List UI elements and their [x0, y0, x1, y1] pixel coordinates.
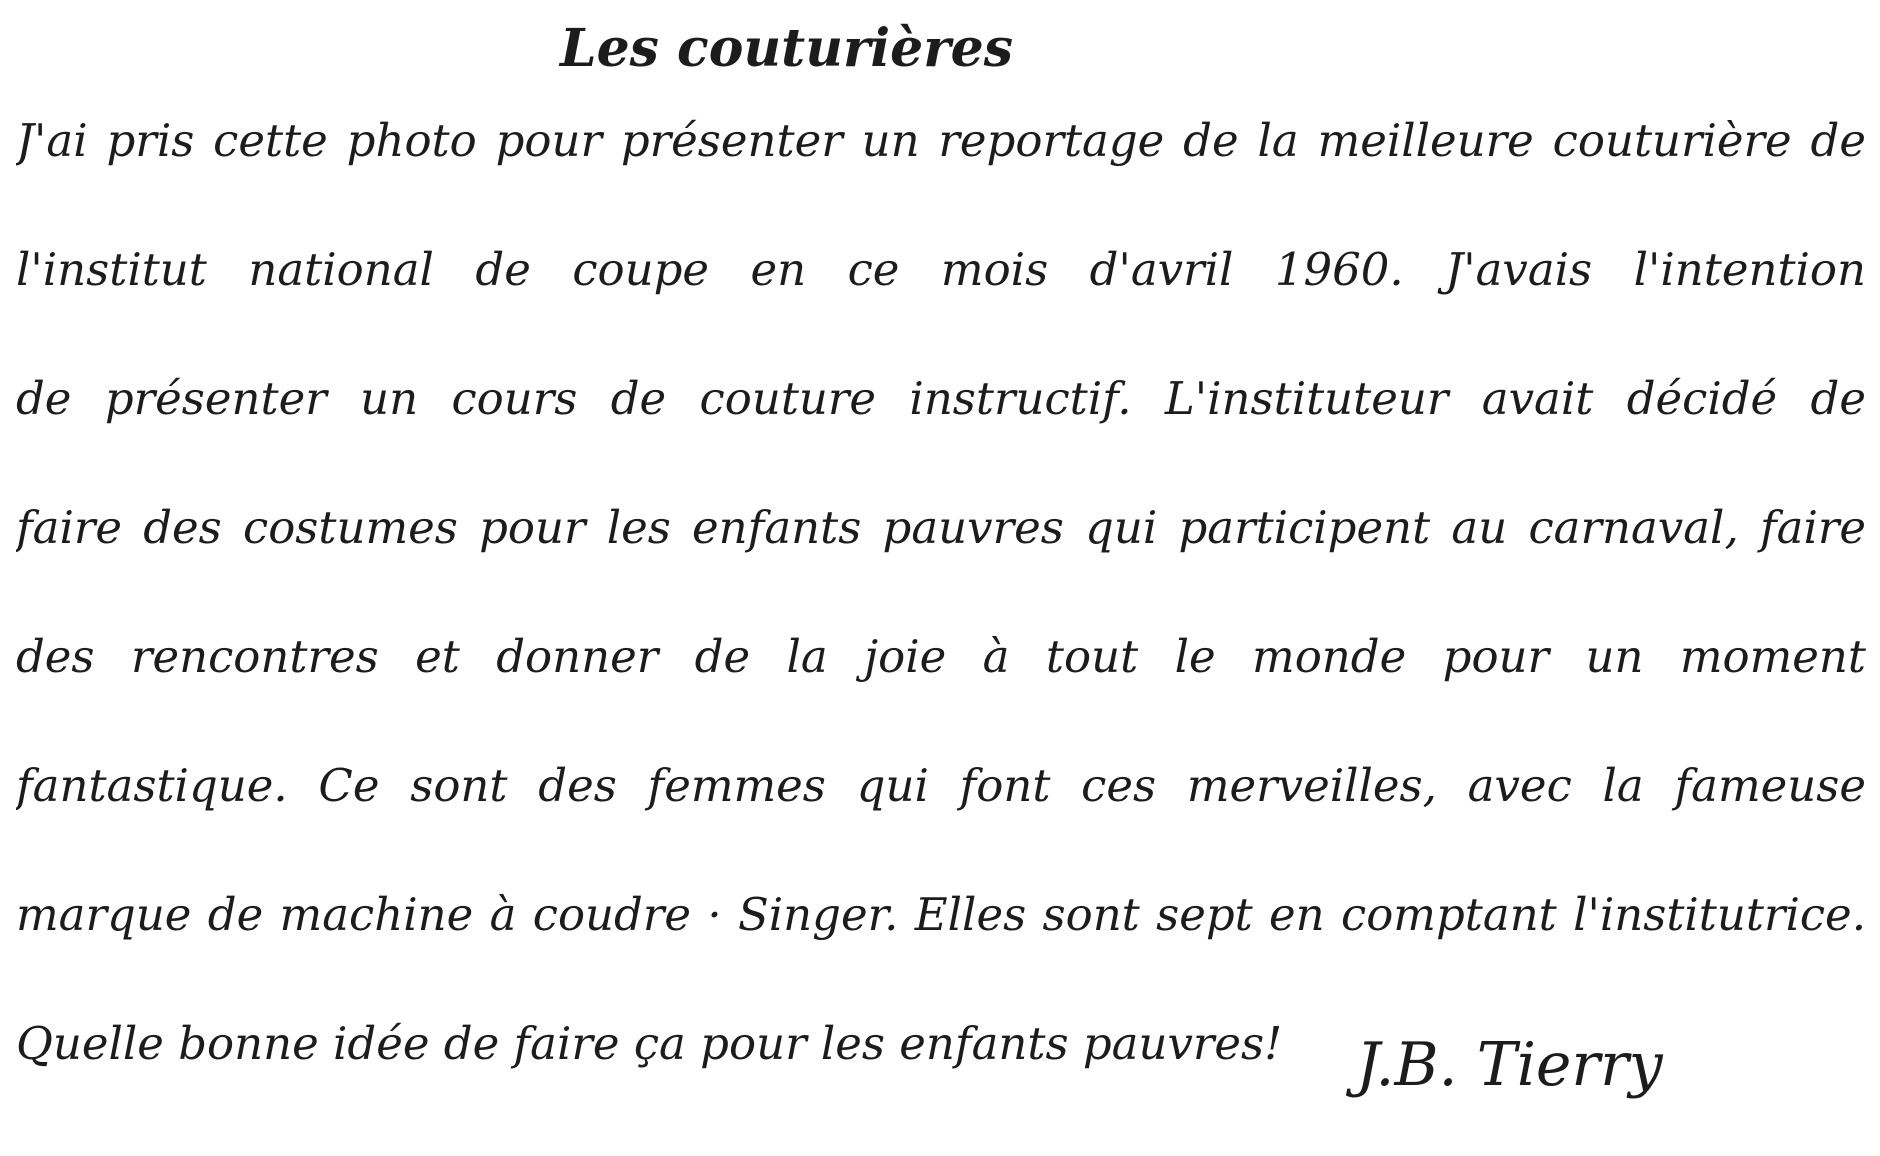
text-line: des rencontres et donner de la joie à tout le monde pour un moment [16, 630, 1866, 683]
page-title: Les couturières [560, 18, 1013, 79]
text-line: l'institut national de coupe en ce mois d'avril 1960. J'avais l'intention [16, 243, 1866, 296]
text-line: fantastique. Ce sont des femmes qui font ces merveilles, avec la fameuse [16, 759, 1866, 812]
text-line: Quelle bonne idée de faire ça pour les enfants pauvres! [16, 1017, 1283, 1070]
text-line: marque de machine à coudre · Singer. Elles sont sept en comptant l'institutrice. [16, 888, 1866, 941]
text-line: faire des costumes pour les enfants pauvres qui participent au carnaval, faire [16, 501, 1866, 554]
handwritten-body [16, 96, 1866, 1128]
signature: J.B. Tierry [1356, 1030, 1663, 1100]
text-line: de présenter un cours de couture instructif. L'instituteur avait décidé de [16, 372, 1866, 425]
text-line: J'ai pris cette photo pour présenter un reportage de la meilleure couturière de [16, 114, 1866, 167]
